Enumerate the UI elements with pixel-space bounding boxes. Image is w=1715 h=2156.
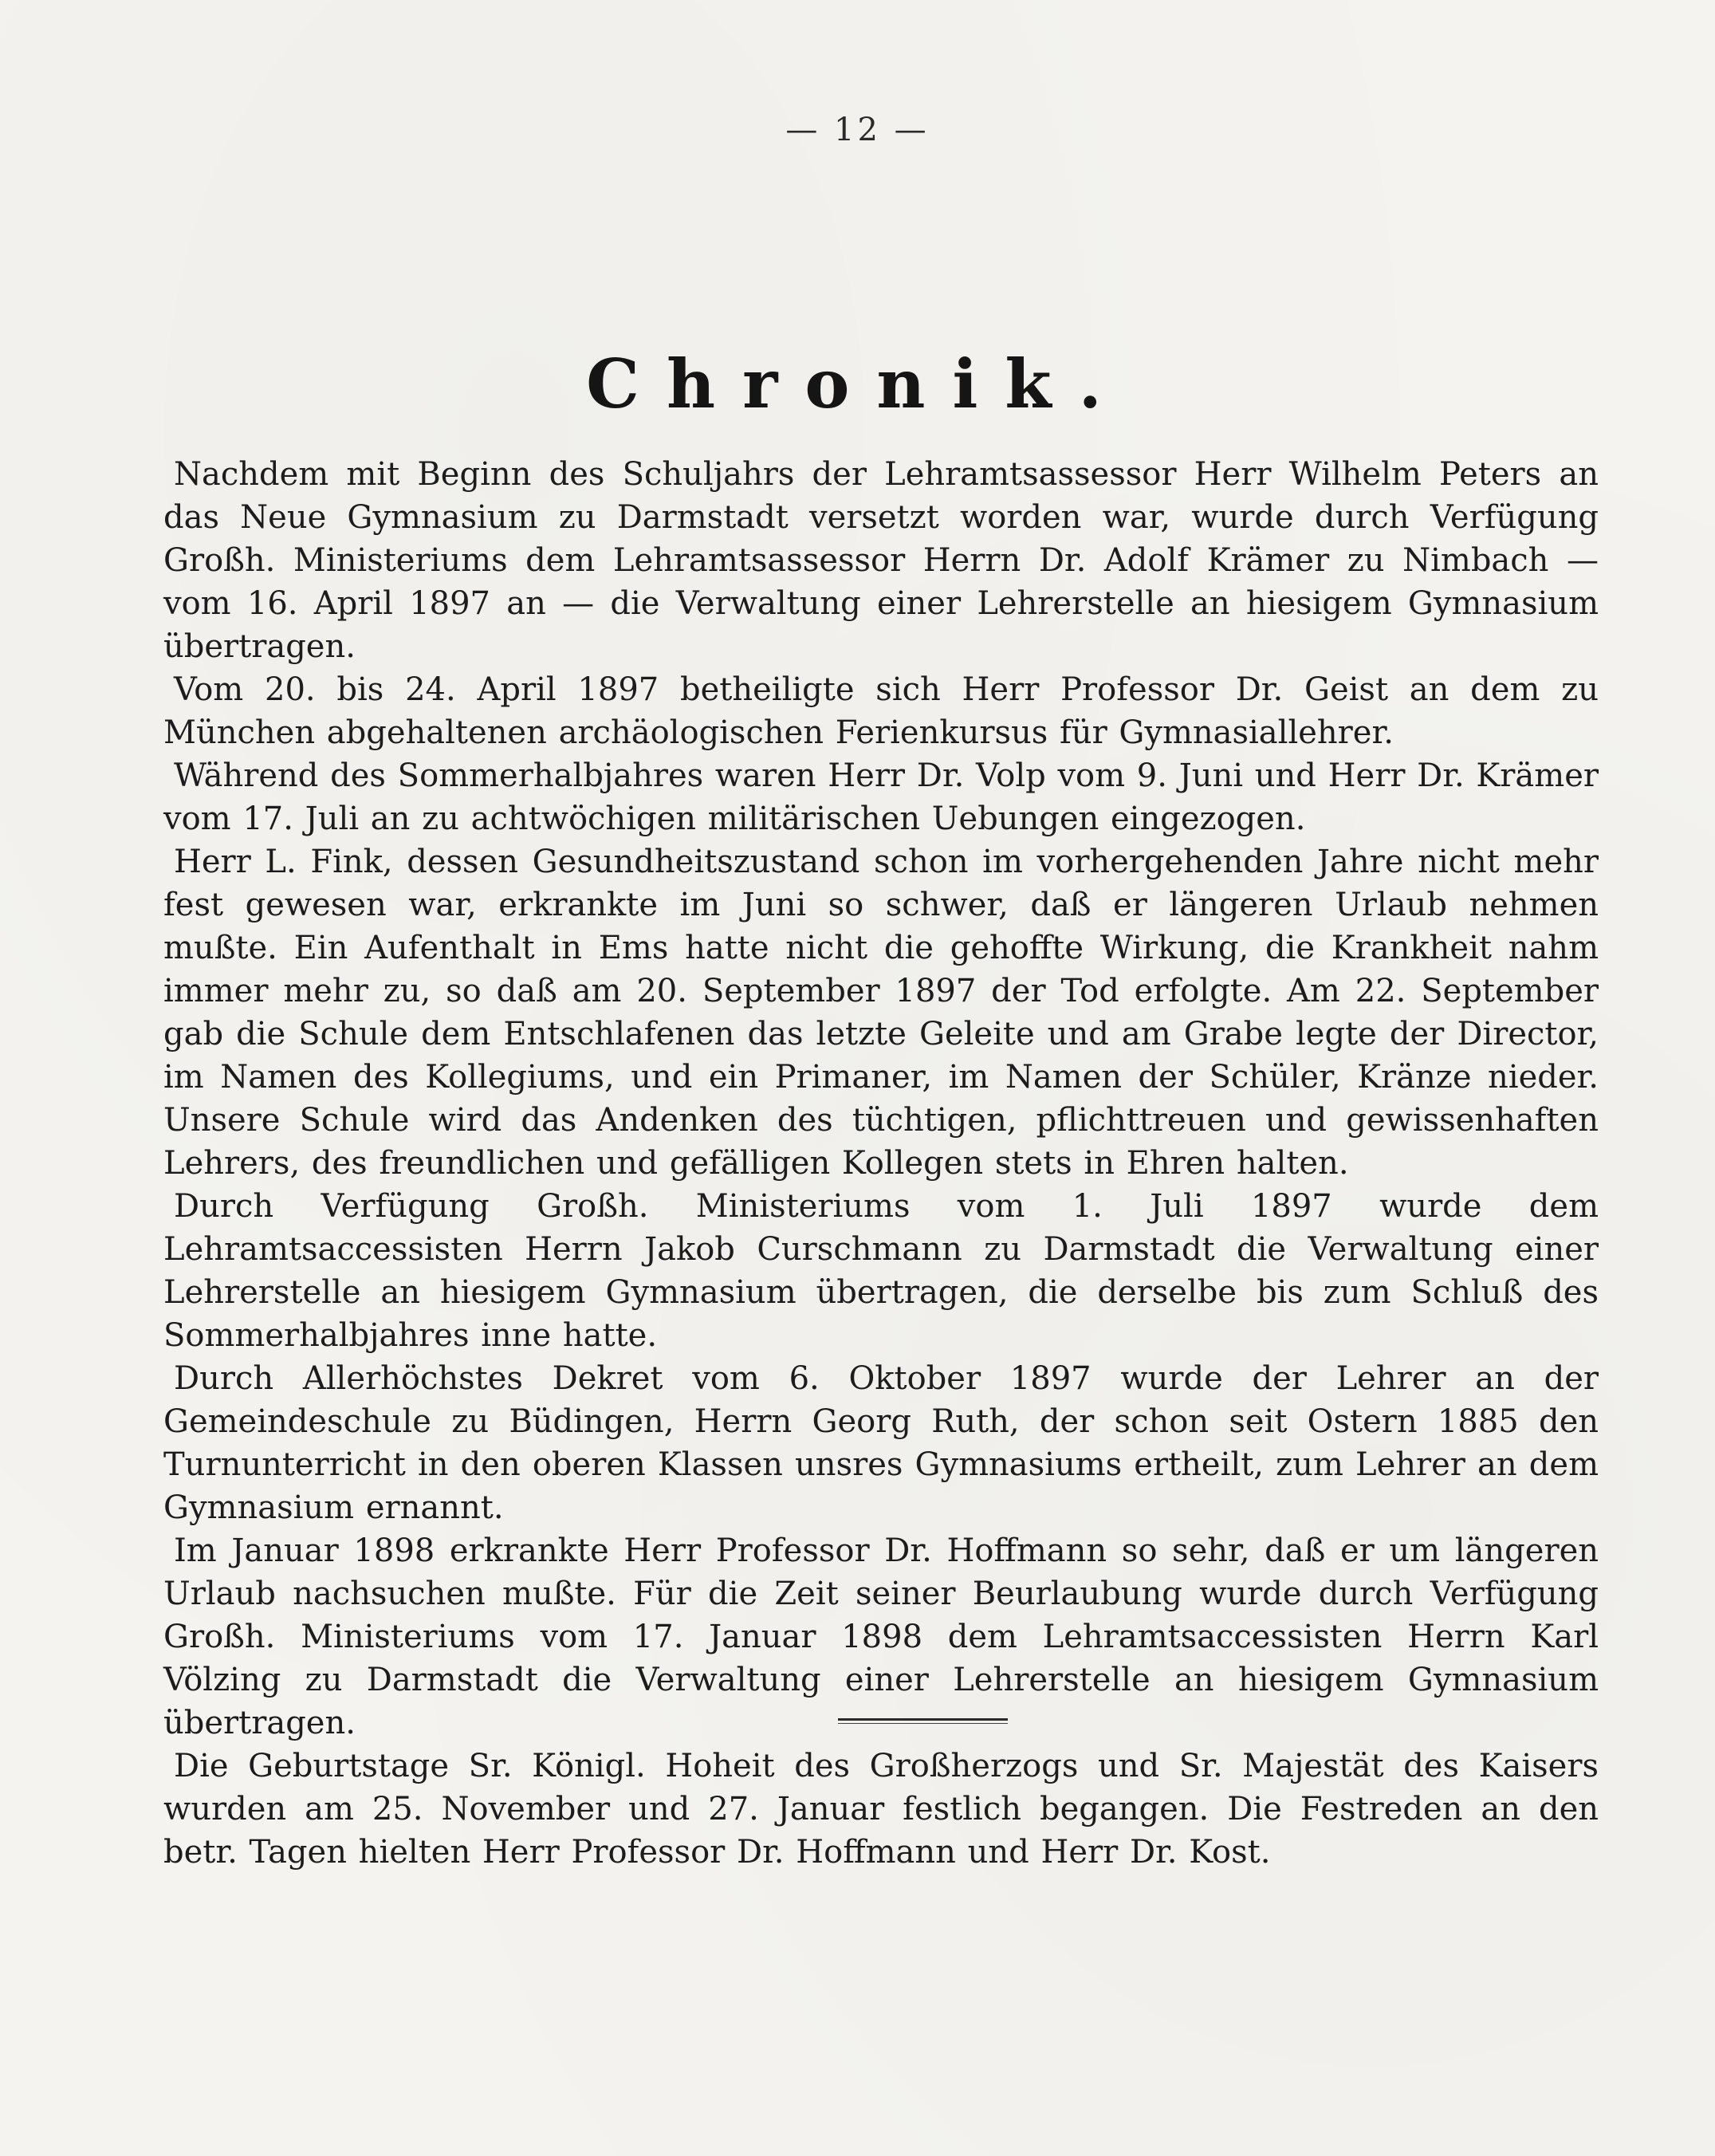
paragraph: Vom 20. bis 24. April 1897 betheiligte sich Herr Professor Dr. Geist an dem zu München abgehaltenen archäologischen Ferienkursus für Gymnasiallehrer. [163,671,1599,751]
paragraph: Nachdem mit Beginn des Schuljahrs der Lehramtsassessor Herr Wilhelm Peters an das Neue Gymnasium zu Darmstadt versetzt worden war, wurde durch Verfügung Großh. Ministeriums dem Lehramtsassessor Herrn Dr. Adolf Krämer zu Nimbach — vom 16. April 1897 an — die Verwaltung einer Lehrerstelle an hiesigem Gymnasium übertragen. [163,456,1599,665]
page-number: — 12 — [785,112,930,148]
paragraph: Durch Verfügung Großh. Ministeriums vom 1. Juli 1897 wurde dem Lehramtsaccessisten Herrn Jakob Curschmann zu Darmstadt die Verwaltung einer Lehrerstelle an hiesigem Gymnasium übertragen, die derselbe bis zum Schluß des Sommerhalbjahres inne hatte. [163,1188,1599,1354]
chronicle-text [163,453,1599,1874]
page-title: Chronik. [586,344,1129,423]
closing-rule [838,1718,1008,1721]
paragraph: Während des Sommerhalbjahres waren Herr Dr. Volp vom 9. Juni und Herr Dr. Krämer vom 17. Juli an zu achtwöchigen militärischen Uebungen eingezogen. [163,757,1599,837]
paragraph: Die Geburtstage Sr. Königl. Hoheit des Großherzogs und Sr. Majestät des Kaisers wurden am 25. November und 27. Januar festlich begangen. Die Festreden an den betr. Tagen hielten Herr Professor Dr. Hoffmann und Herr Dr. Kost. [163,1748,1599,1871]
paragraph: Durch Allerhöchstes Dekret vom 6. Oktober 1897 wurde der Lehrer an der Gemeindeschule zu Büdingen, Herrn Georg Ruth, der schon seit Ostern 1885 den Turnunterricht in den oberen Klassen unsres Gymnasiums ertheilt, zum Lehrer an dem Gymnasium ernannt. [163,1360,1599,1526]
paragraph: Im Januar 1898 erkrankte Herr Professor Dr. Hoffmann so sehr, daß er um längeren Urlaub nachsuchen mußte. Für die Zeit seiner Beurlaubung wurde durch Verfügung Großh. Ministeriums vom 17. Januar 1898 dem Lehramtsaccessisten Herrn Karl Völzing zu Darmstadt die Verwaltung einer Lehrerstelle an hiesigem Gymnasium übertragen. [163,1532,1599,1741]
paragraph: Herr L. Fink, dessen Gesundheitszustand schon im vorhergehenden Jahre nicht mehr fest gewesen war, erkrankte im Juni so schwer, daß er längeren Urlaub nehmen mußte. Ein Aufenthalt in Ems hatte nicht die gehoffte Wirkung, die Krankheit nahm immer mehr zu, so daß am 20. September 1897 der Tod erfolgte. Am 22. September gab die Schule dem Entschlafenen das letzte Geleite und am Grabe legte der Director, im Namen des Kollegiums, und ein Primaner, im Namen der Schüler, Kränze nieder. Unsere Schule wird das Andenken des tüchtigen, pflichttreuen und gewissenhaften Lehrers, des freundlichen und gefälligen Kollegen stets in Ehren halten. [163,844,1599,1182]
